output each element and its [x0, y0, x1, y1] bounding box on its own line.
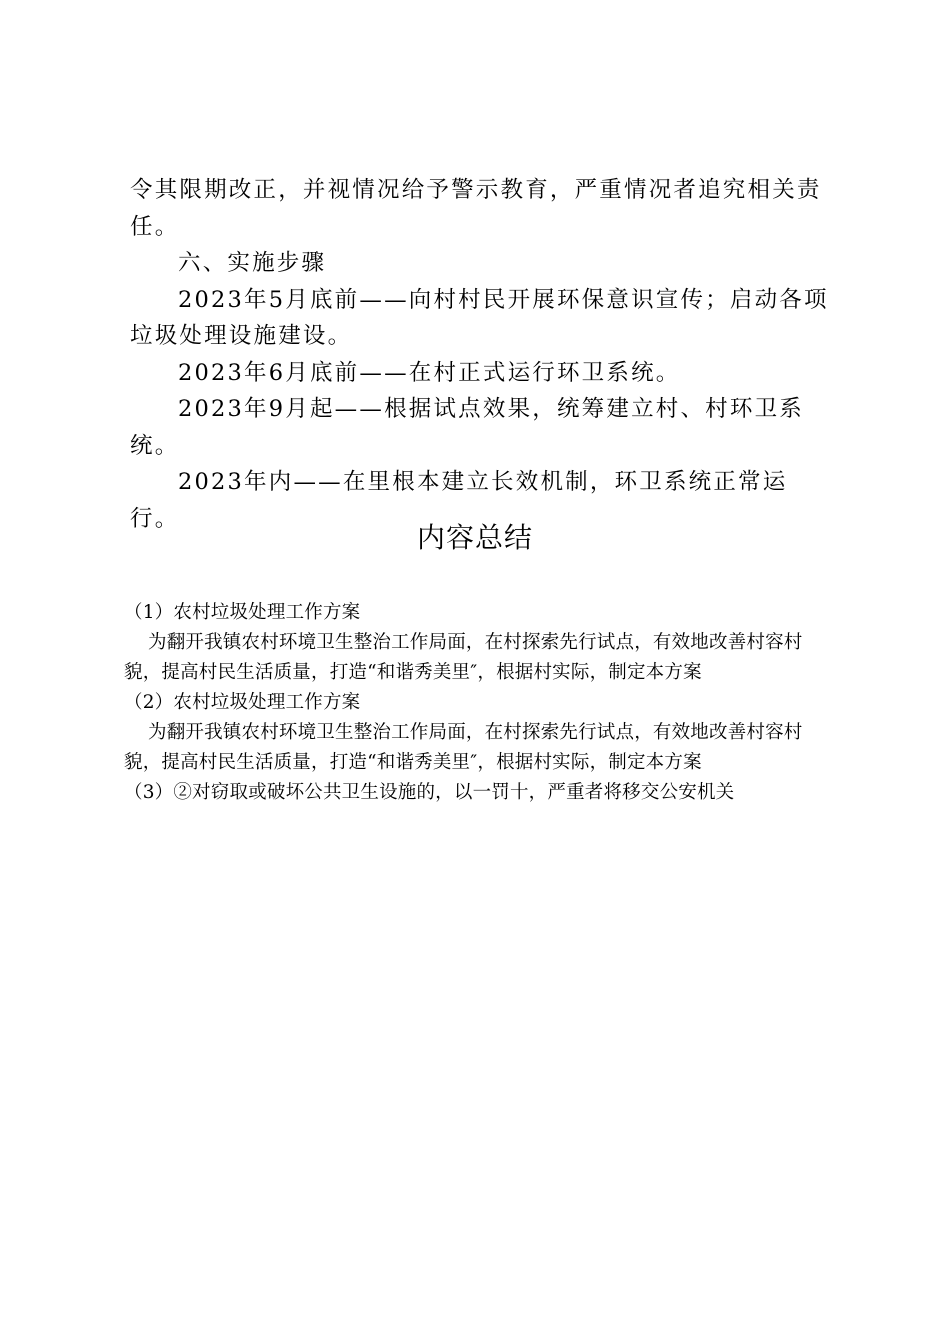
- paragraph-continuation: 令其限期改正，并视情况给予警示教育，严重情况者追究相关责任。: [130, 177, 822, 240]
- summary-section: [124, 598, 836, 808]
- summary-item-2-heading: （2）农村垃圾处理工作方案: [124, 692, 361, 713]
- summary-item-1-heading: （1）农村垃圾处理工作方案: [124, 602, 361, 623]
- step-may: 2023年5月底前——向村村民开展环保意识宣传；启动各项垃圾处理设施建设。: [130, 286, 829, 349]
- summary-title: 内容总结: [416, 521, 533, 554]
- body-text: [130, 172, 830, 537]
- summary-item-3-text: （3）②对窃取或破坏公共卫生设施的，以一罚十，严重者将移交公安机关: [124, 782, 735, 803]
- summary-item-2-text: 为翻开我镇农村环境卫生整治工作局面，在村探索先行试点，有效地改善村容村貌，提高村民生活质量，打造“和谐秀美里″，根据村实际，制定本方案: [124, 722, 803, 773]
- summary-item-1-text: 为翻开我镇农村环境卫生整治工作局面，在村探索先行试点，有效地改善村容村貌，提高村民生活质量，打造“和谐秀美里″，根据村实际，制定本方案: [124, 632, 803, 683]
- step-year: 2023年内——在里根本建立长效机制，环卫系统正常运行。: [130, 469, 788, 532]
- step-september: 2023年9月起——根据试点效果，统筹建立村、村环卫系统。: [130, 396, 804, 459]
- section-heading-implementation-steps: 六、实施步骤: [178, 250, 327, 276]
- step-june: 2023年6月底前——在村正式运行环卫系统。: [178, 359, 681, 386]
